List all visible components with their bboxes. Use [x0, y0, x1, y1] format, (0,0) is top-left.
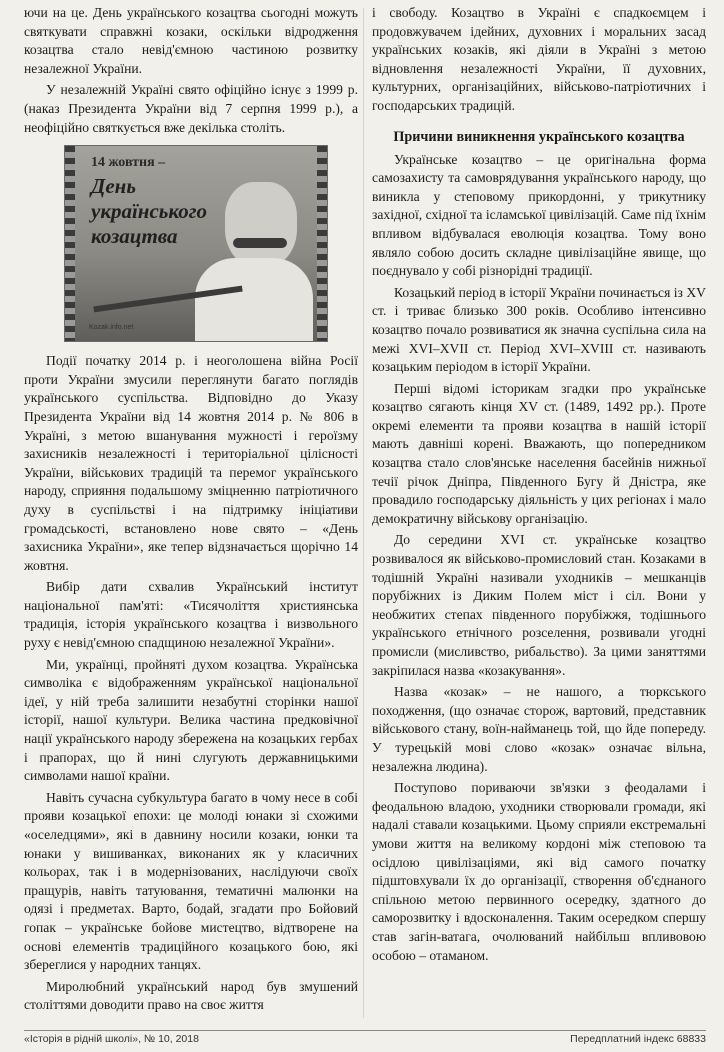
paragraph: Події початку 2014 р. і неоголошена війна Росії проти України змусили переглянути багато поглядів українського суспільства. Відповідно до Указу Президента України від 14 жовтня 2014 р. № 806 в Україні, з метою вшанування мужності і героїзму захисників незалежності і територіальної цілісності України, військових традицій та перемог українського народу, сприяння подальшому зміцненню патріотичного духу в суспільстві і на підтримку ініціативи громадськості, встановлено нове свято – «День захисника України», яке тепер відзначається щорічно 14 жовтня.	[24, 353, 358, 573]
paragraph: і свободу. Козацтво в Україні є спадкоємцем і продовжувачем ідейних, духовних і моральних засад українських козаків, які діяли в Україні з метою відновлення незалежності України, її духовних, культурних, організаційних, військово-патріотичних і господарських традицій.	[372, 5, 706, 113]
column-divider	[363, 8, 364, 1018]
left-column	[24, 4, 358, 1018]
subscription-index: Передплатний індекс 68833	[570, 1033, 706, 1045]
paragraph: До середини XVI ст. українське козацтво розвивалося як військово-промисловий стан. Козаками в тодішній Україні називали уходників – мешканців порубіжних із Диким Полем міст і сіл. Вони у необжитих степах південного порубіжжя, тодішнього українського етнічного розселення, розвивали угодні промисли (мисливство, рибальство). За цими заняттями закріпилася назва «козакування».	[372, 532, 706, 678]
paragraph: Навіть сучасна субкультура багато в чому несе в собі прояви козацької епохи: це молоді юнаки зі схожими «оселедцями», які в давнину носили козаки, юнки та юнаки у вишиванках, виконаних як у класичних кольорах, так і в модернізованих, наслідуючи своїх пращурів, навіть татуювання, тематичні малюнки на одязі і предметах. Варто, бодай, згадати про Бойовий гопак – українське бойове мистецтво, відтворене на основі елементів традиційного козацького бою, які збереглися у народних танцях.	[24, 789, 358, 973]
paragraph: Перші відомі історикам згадки про українське козацтво сягають кінця XV ст. (1489, 1492 рр.). Проте окремі елементи та прояви козацтва в нашій історії мають давніші корені. Вважають, що попередником козацтва стало слов'янське населення басейнів нижньої течії річок Дніпра, Південного Бугу й Дністра, яке провадило господарську діяльність у цих регіонах і мало демократичну військову організацію.	[372, 380, 706, 526]
poster-title: День українського козацтва	[91, 174, 207, 249]
poster-date: 14 жовтня –	[91, 155, 166, 171]
journal-citation: «Історія в рідній школі», № 10, 2018	[24, 1033, 199, 1045]
paragraph: Миролюбний український народ був змушений століттями доводити право на своє життя	[24, 978, 358, 1013]
ornament-border-left	[65, 146, 75, 341]
ornament-border-right	[317, 146, 327, 341]
page-footer	[24, 1030, 706, 1045]
paragraph: Назва «козак» – не нашого, а тюркського походження, (що означає сторож, вартовий, представник військового стану, воїн-найманець той, що йде попереду. У турецькій мові слово «козак» означає вільна, незалежна людина).	[372, 684, 706, 774]
paragraph: Поступово пориваючи зв'язки з феодалами і феодальною владою, уходники створювали громади, які надалі ставали козацькими. Цьому сприяли екстремальні умови життя на великому кордоні між степовою та осідлою цивілізаціями, які від самого початку підштовхували їх до організації, створення об'єднаного спільною метою первинного осередку, здатного до саморозвитку і вдосконалення. Таким осередком спершу став загін-ватага, очолюваний найбільш впливовою особою – отаманом.	[372, 780, 706, 963]
paragraph: Українське козацтво – це оригінальна форма самозахисту та самоврядування українського народу, що виникла у степовому прикордонні, у трикутнику західної, східної та ісламської цивілізацій. Саме під їхнім впливом відбувалася еволюція козацтва. Тому воно являло собою досить складне цивілізаційне явище, що поєднувало у собі різнорідні традиції.	[372, 151, 706, 279]
paragraph: Вибір дати схвалив Український інститут національної пам'яті: «Тисячоліття християнська традиція, історія українського козацтва і визвольного руху є невід'ємною спадщиною незалежної України».	[24, 579, 358, 651]
cossack-mustache	[233, 238, 287, 248]
paragraph: Ми, українці, пройняті духом козацтва. Українська символіка є відображенням української національної ідеї, у ній треба залишити незабутні сторінки нашої історії, нашої культури. Велика частина предковічної нації українського народу збережена на козацьких гербах і прапорах, що й нині слугують державницькими символами нашої країни.	[24, 656, 358, 784]
paragraph: Козацький період в історії України починається із XV ст. і триває близько 300 років. Особливо інтенсивно козацтво почало розвиватися як значна суспільна сила на межі XVI–XVII ст. Період XVI–XVIII ст. називають козацьким періодом в історії України.	[372, 284, 706, 375]
paragraph: У незалежній Україні свято офіційно існує з 1999 р. (наказ Президента України від 7 серпня 1999 р.), а неофіційно святкується вже декілька століть.	[24, 82, 358, 135]
cossack-day-poster-image	[64, 145, 328, 342]
poster-credit: Kozak.info.net	[89, 323, 134, 331]
cossack-shirt	[195, 258, 313, 342]
right-column	[372, 4, 706, 968]
paragraph: ючи на це. День українського козацтва сьогодні можуть святкувати справжні козаки, оскільки відродження козацтва стало невід'ємною частиною розвитку незалежної України.	[24, 5, 358, 76]
section-heading: Причини виникнення українського козацтва	[393, 128, 685, 145]
